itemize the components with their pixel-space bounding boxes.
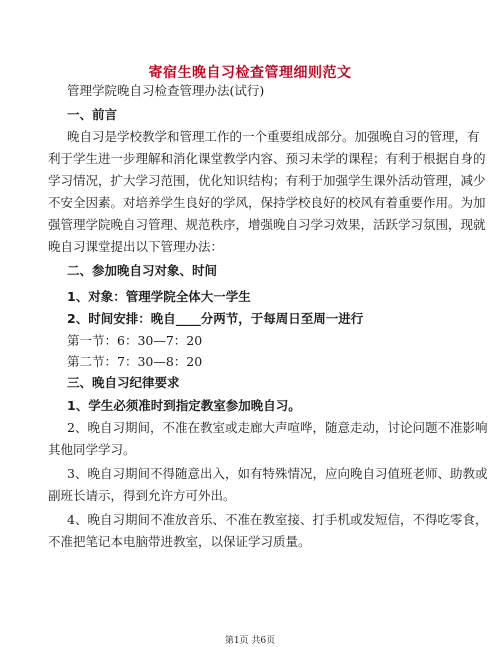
section-3-heading: 三、晚自习纪律要求 [67,375,180,390]
section-3-item-1: 1、学生必须准时到指定教室参加晚自习。 [67,398,301,413]
paragraph-line: 2、晚自习期间，不准在教室或走廊大声喧哗，随意走动，讨论问题不准影响 [67,420,488,435]
section-3-item-3 [48,466,488,510]
paragraph-line: 4、晚自习期间不准放音乐、不准在教室接、打手机或发短信，不得吃零食， [67,512,488,527]
paragraph-line: 副班长请示，得到允许方可外出。 [48,488,236,503]
paragraph-line: 3、晚自习期间不得随意出入，如有特殊情况，应向晚自习值班老师、助教或 [67,466,488,481]
section-2-item-2: 2、时间安排：晚自____分两节，于每周日至周一进行 [67,311,364,326]
paragraph-line: 不准把笔记本电脑带进教室，以保证学习质量。 [48,534,311,549]
subtitle: 管理学院晚自习检查管理办法(试行) [67,83,265,98]
section-2-item-1: 1、对象：管理学院全体大一学生 [67,289,251,304]
paragraph-line: 不安全因素。对培养学生良好的学风，保持学校良好的校风有着重要作用。为加 [48,195,486,210]
page-footer: 第1页 共6页 [224,636,276,646]
section-2-heading: 二、参加晚自习对象、时间 [67,263,218,278]
paragraph-line: 其他同学学习。 [48,442,136,457]
section-3-item-4 [48,512,488,556]
section-2-period-1: 第一节：6：30—7：20 [67,333,203,348]
paragraph-line: 学习情况，扩大学习范围，优化知识结构；有利于加强学生课外活动管理，减少 [48,173,486,188]
section-2-period-2: 第二节：7：30—8：20 [67,354,203,369]
section-1-heading: 一、前言 [67,107,118,122]
paragraph-line: 晚自习课堂提出以下管理办法： [48,239,224,254]
document-title: 寄宿生晚自习检查管理细则范文 [148,65,352,81]
section-1-paragraph [48,129,486,261]
paragraph-line: 强管理学院晚自习管理、规范秩序，增强晚自习学习效果，活跃学习氛围，现就 [48,217,486,232]
paragraph-line: 晚自习是学校教学和管理工作的一个重要组成部分。加强晚自习的管理，有 [67,129,480,144]
section-3-item-2 [48,420,488,464]
paragraph-line: 利于学生进一步理解和消化课堂教学内容、预习未学的课程；有利于根据自身的 [48,151,486,166]
